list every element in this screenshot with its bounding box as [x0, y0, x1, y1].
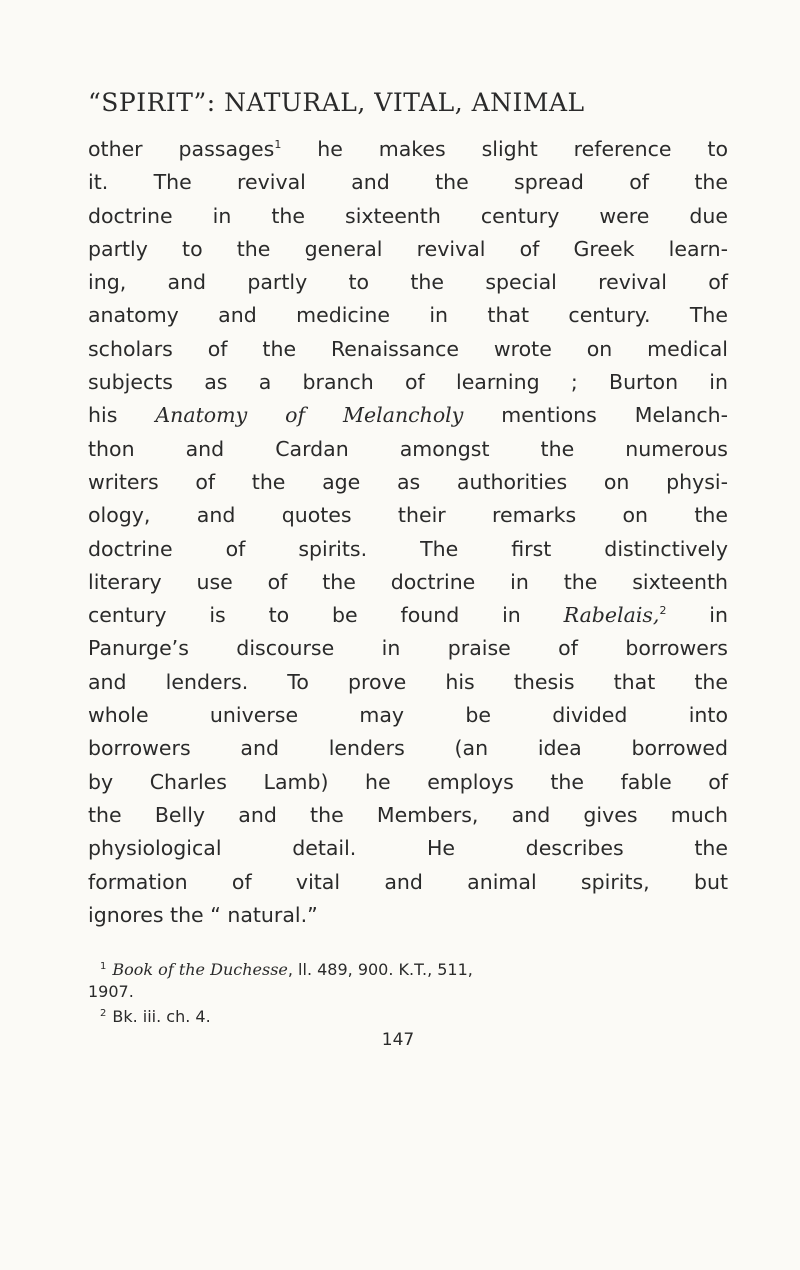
text-fragment: he makes slight reference to [281, 137, 729, 161]
text-line: doctrine of spirits. The first distinctively [88, 536, 728, 561]
text-line: partly to the general revival of Greek learn- [88, 236, 728, 261]
text-line: doctrine in the sixteenth century were due [88, 203, 728, 228]
footnote-2 [88, 1003, 728, 1028]
text-line: scholars of the Renaissance wrote on medical [88, 336, 728, 361]
footnote-ref-2: 2 [659, 604, 667, 618]
footnote-marker-2: 2 [100, 1008, 107, 1020]
footnote-ref-1: 1 [274, 138, 282, 151]
footnote-text: , ll. 489, 900. K.T., 511, [287, 960, 473, 980]
footnote-text: Bk. iii. ch. 4. [112, 1007, 211, 1027]
book-title: Anatomy of Melancholy [155, 403, 464, 428]
footnotes [88, 956, 728, 1028]
text-line: formation of vital and animal spirits, but [88, 869, 728, 894]
footnote-marker-1: 1 [100, 961, 107, 973]
text-line: anatomy and medicine in that century. The [88, 303, 728, 328]
text-line: whole universe may be divided into [88, 703, 728, 728]
text-line: Panurge’s discourse in praise of borrowers [88, 636, 728, 661]
text-line: ing, and partly to the special revival of [88, 270, 728, 295]
text-line: borrowers and lenders (an idea borrowed [88, 736, 728, 761]
text-line: by Charles Lamb) he employs the fable of [88, 769, 728, 794]
body-paragraph [88, 133, 728, 932]
book-page [88, 88, 728, 1050]
running-head: “SPIRIT”: NATURAL, VITAL, ANIMAL [88, 88, 585, 117]
text-line [88, 599, 728, 632]
text-line [88, 399, 728, 432]
text-line: subjects as a branch of learning ; Burton in [88, 370, 728, 395]
text-line: ignores the “ natural.” [88, 902, 318, 927]
text-line: the Belly and the Members, and gives much [88, 802, 728, 827]
text-line: physiological detail. He describes the [88, 836, 728, 861]
text-line: thon and Cardan amongst the numerous [88, 436, 728, 461]
text-line: writers of the age as authorities on physi- [88, 469, 728, 494]
text-fragment: century is to be found in [88, 603, 564, 628]
text-fragment: in [666, 603, 728, 628]
text-fragment: other passages [88, 137, 275, 161]
text-line: literary use of the doctrine in the sixteenth [88, 569, 728, 594]
text-line [88, 133, 728, 166]
text-line: ology, and quotes their remarks on the [88, 503, 728, 528]
footnote-book-title: Book of the Duchesse [112, 960, 288, 980]
footnote-1-continuation: 1907. [88, 982, 134, 1002]
book-title: Rabelais, [563, 603, 660, 628]
text-fragment: his [88, 403, 156, 428]
footnote-1 [88, 956, 728, 981]
text-line: and lenders. To prove his thesis that the [88, 669, 728, 694]
text-line: it. The revival and the spread of the [88, 170, 728, 195]
page-number: 147 [381, 1030, 415, 1051]
text-fragment: mentions Melanch- [463, 403, 728, 428]
